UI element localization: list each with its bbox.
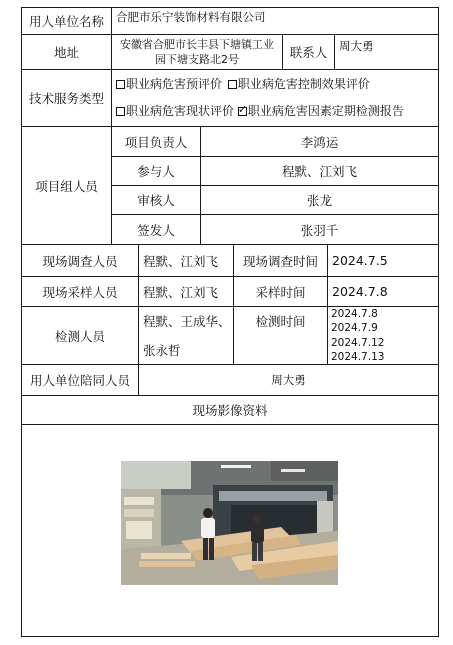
table-border-bottom bbox=[21, 636, 439, 637]
survey-time-value: 2024.7.5 bbox=[332, 253, 388, 268]
checkbox-control-effect[interactable] bbox=[228, 80, 237, 89]
option-periodic-testing-label: 职业病危害因素定期检测报告 bbox=[247, 104, 404, 118]
address-line-1: 安徽省合肥市长丰县下塘镇工业 bbox=[120, 38, 274, 51]
sampling-time-label: 采样时间 bbox=[255, 284, 306, 300]
testing-staff-line-1: 程默、王成华、 bbox=[143, 314, 231, 330]
testing-staff-label: 检测人员 bbox=[54, 328, 105, 344]
testing-staff-value bbox=[139, 307, 233, 364]
option-pre-evaluation-label: 职业病危害预评价 bbox=[126, 77, 223, 91]
team-label: 项目组人员 bbox=[35, 178, 98, 194]
unit-name-value: 合肥市乐宁装饰材料有限公司 bbox=[116, 10, 266, 24]
testing-dates bbox=[328, 307, 438, 364]
sampling-staff-value: 程默、江刘飞 bbox=[143, 284, 219, 300]
table-border-right bbox=[438, 7, 439, 637]
site-photo-image bbox=[121, 461, 338, 585]
photo-section-label: 现场影像资料 bbox=[192, 403, 268, 418]
address-label: 地址 bbox=[53, 45, 79, 60]
team-name-issuer: 张羽千 bbox=[300, 222, 339, 238]
survey-staff-value: 程默、江刘飞 bbox=[143, 253, 219, 269]
address-value bbox=[112, 35, 282, 69]
testing-date-2: 2024.7.9 bbox=[331, 322, 378, 334]
service-options-row-1 bbox=[116, 71, 370, 98]
escort-value: 周大勇 bbox=[271, 373, 306, 387]
address-line-2: 园下塘支路北2号 bbox=[155, 53, 239, 66]
escort-label: 用人单位陪同人员 bbox=[29, 373, 130, 388]
contact-label: 联系人 bbox=[289, 45, 328, 60]
service-options-row-2 bbox=[116, 98, 404, 125]
survey-staff-label: 现场调查人员 bbox=[42, 253, 118, 269]
team-role-lead: 项目负责人 bbox=[124, 134, 188, 150]
testing-date-3: 2024.7.12 bbox=[331, 336, 385, 349]
option-status-evaluation-label: 职业病危害现状评价 bbox=[126, 104, 235, 118]
team-role-participant: 参与人 bbox=[137, 164, 175, 179]
team-name-reviewer: 张龙 bbox=[306, 193, 332, 208]
option-control-effect-label: 职业病危害控制效果评价 bbox=[237, 77, 370, 91]
unit-name-label: 用人单位名称 bbox=[28, 14, 104, 29]
testing-date-4: 2024.7.13 bbox=[331, 351, 385, 363]
service-type-options bbox=[112, 70, 438, 126]
checkbox-periodic-testing[interactable] bbox=[238, 107, 247, 116]
sampling-time-value: 2024.7.8 bbox=[332, 284, 388, 299]
team-name-lead: 李鸿运 bbox=[300, 134, 339, 150]
sampling-staff-label: 现场采样人员 bbox=[42, 284, 118, 300]
team-role-reviewer: 审核人 bbox=[137, 193, 175, 208]
site-photo bbox=[121, 461, 338, 585]
checkbox-pre-evaluation[interactable] bbox=[116, 80, 125, 89]
team-name-participant: 程默、江刘飞 bbox=[281, 164, 357, 179]
contact-value: 周大勇 bbox=[339, 39, 374, 53]
team-role-issuer: 签发人 bbox=[137, 222, 175, 238]
service-type-label: 技术服务类型 bbox=[28, 91, 104, 106]
survey-time-label: 现场调查时间 bbox=[242, 253, 318, 269]
testing-staff-line-2: 张永哲 bbox=[143, 342, 181, 358]
checkbox-status-evaluation[interactable] bbox=[116, 107, 125, 116]
testing-time-label: 检测时间 bbox=[255, 314, 306, 329]
testing-date-1: 2024.7.8 bbox=[331, 307, 378, 320]
